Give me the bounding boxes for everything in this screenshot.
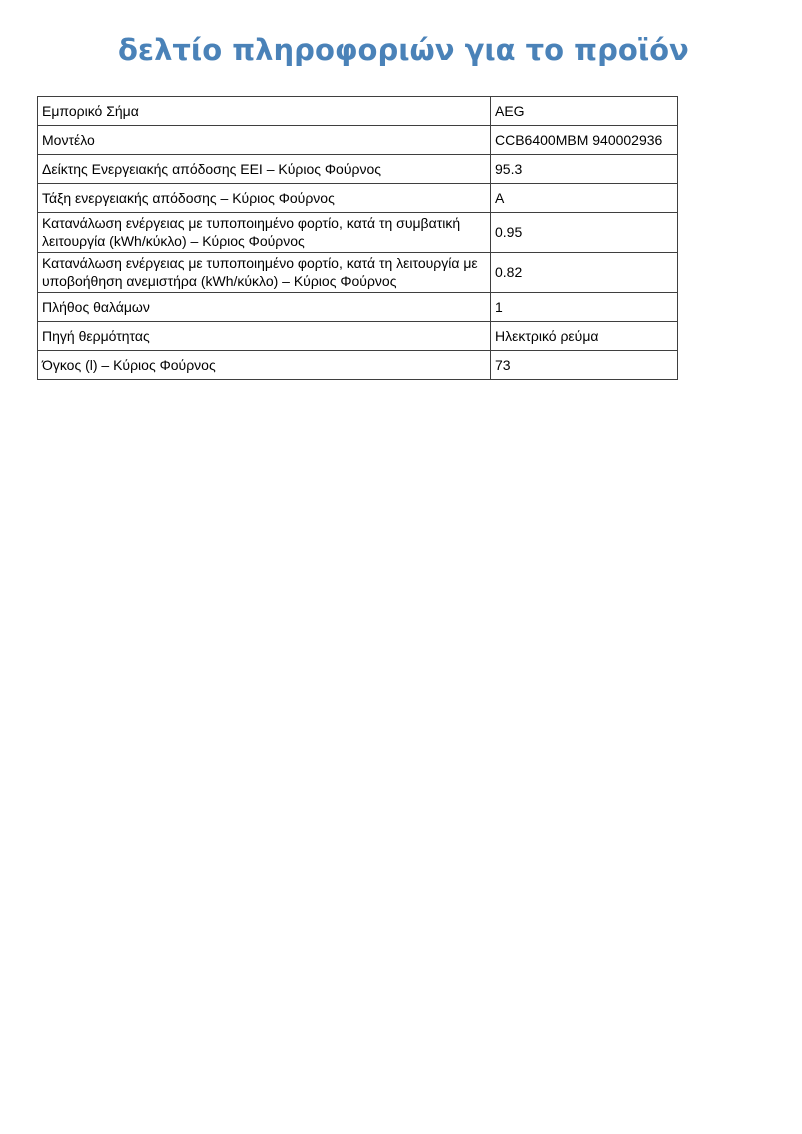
attribute-value-cell	[491, 293, 678, 322]
table-row	[38, 155, 678, 184]
attribute-value: A	[495, 189, 505, 206]
attribute-value-cell	[491, 351, 678, 380]
attribute-label-cell	[38, 253, 491, 293]
table-row	[38, 293, 678, 322]
attribute-label-cell	[38, 155, 491, 184]
attribute-label: Πλήθος θαλάμων	[42, 298, 150, 315]
table-row	[38, 126, 678, 155]
attribute-label: Δείκτης Ενεργειακής απόδοσης EEI – Κύριος Φούρνος	[42, 160, 381, 177]
attribute-value-cell	[491, 213, 678, 253]
attribute-label: Κατανάλωση ενέργειας με τυποποιημένο φορτίο, κατά τη λειτουργία με υποβοήθηση ανεμιστήρα (kWh/κύκλο) – Κύριος Φούρνος	[42, 255, 478, 289]
attribute-label: Πηγή θερμότητας	[42, 327, 150, 344]
table-row	[38, 184, 678, 213]
attribute-value-cell	[491, 97, 678, 126]
attribute-label-cell	[38, 97, 491, 126]
attribute-value-cell	[491, 253, 678, 293]
attribute-value-cell	[491, 155, 678, 184]
product-info-table	[37, 96, 678, 380]
table-row	[38, 253, 678, 293]
table-row	[38, 97, 678, 126]
attribute-value: 0.95	[495, 224, 523, 241]
table-row	[38, 322, 678, 351]
table-row	[38, 351, 678, 380]
attribute-value: 1	[495, 298, 503, 315]
attribute-value: AEG	[495, 102, 525, 119]
attribute-label-cell	[38, 213, 491, 253]
attribute-label-cell	[38, 184, 491, 213]
attribute-label-cell	[38, 293, 491, 322]
attribute-label: Τάξη ενεργειακής απόδοσης – Κύριος Φούρνος	[42, 189, 335, 206]
attribute-label: Μοντέλο	[42, 131, 95, 148]
attribute-label: Εμπορικό Σήμα	[42, 102, 139, 119]
attribute-label-cell	[38, 351, 491, 380]
attribute-value: 95.3	[495, 160, 523, 177]
attribute-value: Ηλεκτρικό ρεύμα	[495, 327, 599, 344]
attribute-value: CCB6400MBM 940002936	[495, 131, 663, 148]
attribute-value-cell	[491, 322, 678, 351]
attribute-value: 0.82	[495, 264, 523, 281]
attribute-label-cell	[38, 126, 491, 155]
attribute-label: Όγκος (l) – Κύριος Φούρνος	[42, 356, 216, 373]
attribute-value-cell	[491, 126, 678, 155]
page-title: δελτίο πληροφοριών για το προϊόν	[118, 33, 689, 67]
attribute-label-cell	[38, 322, 491, 351]
attribute-value: 73	[495, 356, 511, 373]
attribute-value-cell	[491, 184, 678, 213]
table-row	[38, 213, 678, 253]
attribute-label: Κατανάλωση ενέργειας με τυποποιημένο φορτίο, κατά τη συμβατική λειτουργία (kWh/κύκλο) – Κύριος Φούρνος	[42, 215, 461, 249]
